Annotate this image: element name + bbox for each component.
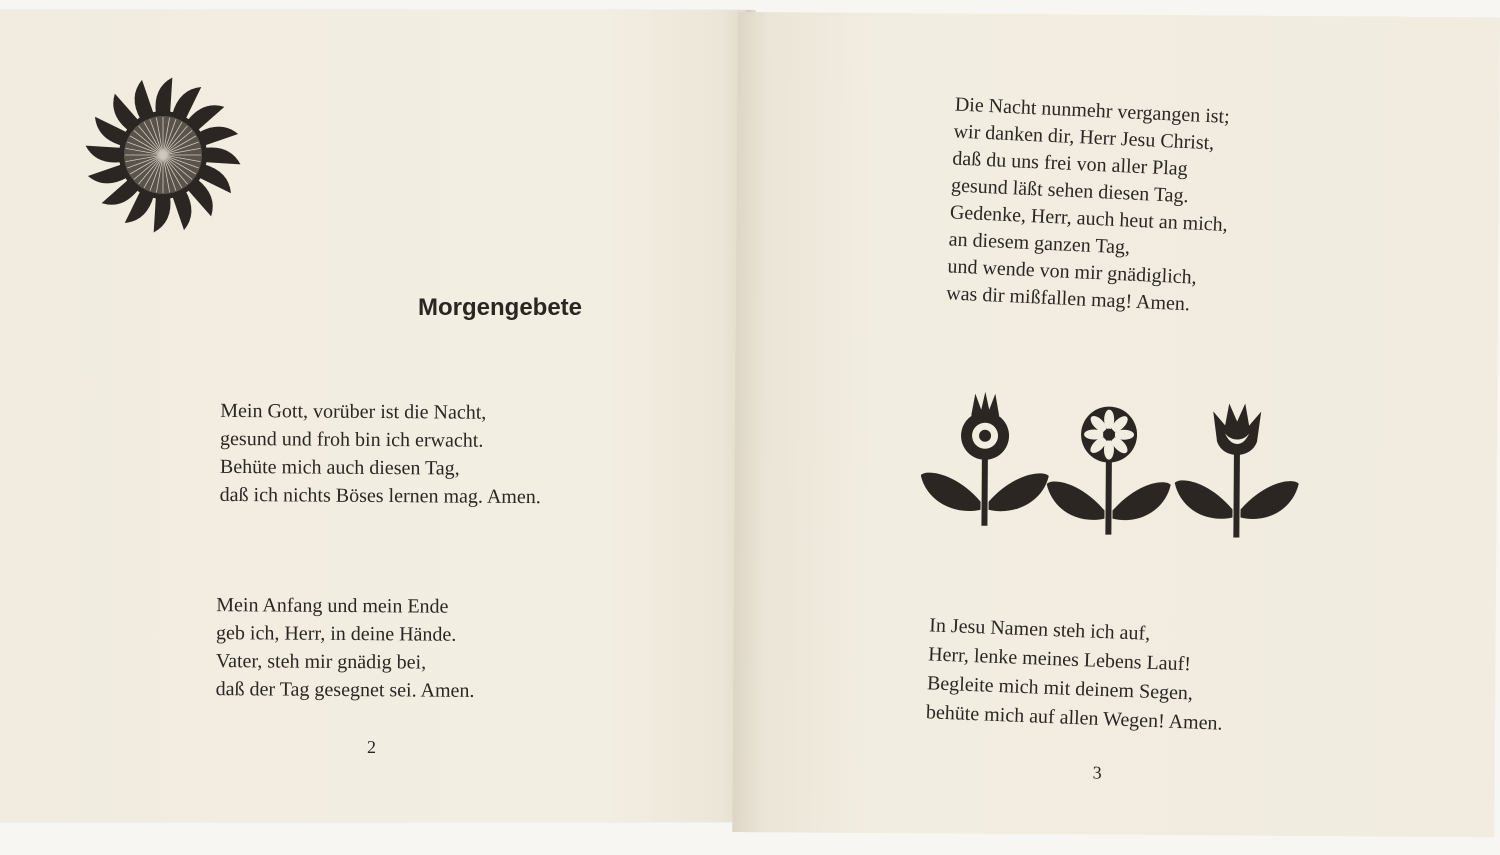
poem-line: Die Nacht nunmehr vergangen ist; [954, 93, 1231, 128]
poem-line: Mein Anfang und mein Ende [216, 594, 449, 618]
poem-line: gesund und froh bin ich erwacht. [220, 427, 484, 452]
left-page [0, 10, 752, 822]
poem-line: daß der Tag gesegnet sei. Amen. [215, 678, 475, 702]
poem-line: daß du uns frei von aller Plag [951, 147, 1189, 181]
poem-mein-gott [220, 397, 542, 511]
poem-line: Behüte mich auch diesen Tag, [219, 455, 460, 480]
page-number-left: 2 [367, 737, 376, 757]
poem-line: daß ich nichts Böses lernen mag. Amen. [219, 483, 541, 509]
flowers-icon [920, 391, 1303, 554]
poem-line: behüte mich auf allen Wegen! Amen. [925, 701, 1223, 735]
sun-icon [80, 72, 246, 238]
poem-line: wir danken dir, Herr Jesu Christ, [953, 120, 1215, 155]
poem-line: In Jesu Namen steh ich auf, [928, 614, 1151, 645]
poem-line: Begleite mich mit deinem Segen, [926, 672, 1194, 705]
poem-mein-anfang [216, 591, 475, 705]
poem-line: Mein Gott, vorüber ist die Nacht, [220, 399, 487, 424]
poem-line: geb ich, Herr, in deine Hände. [216, 622, 457, 646]
poem-line: Herr, lenke meines Lebens Lauf! [927, 643, 1192, 676]
poem-line: Vater, steh mir gnädig bei, [215, 650, 427, 674]
poem-line: gesund läßt sehen diesen Tag. [950, 174, 1190, 208]
poem-line: und wende von mir gnädiglich, [947, 255, 1198, 289]
poem-die-nacht [946, 92, 1233, 320]
page-number-right: 3 [1092, 762, 1102, 783]
poem-in-jesu-namen [925, 611, 1226, 738]
poem-line: was dir mißfallen mag! Amen. [945, 282, 1191, 316]
right-page [732, 12, 1500, 837]
poem-line: Gedenke, Herr, auch heut an mich, [949, 201, 1229, 236]
poem-line: an diesem ganzen Tag, [948, 228, 1131, 259]
page-heading: Morgengebete [418, 294, 583, 321]
